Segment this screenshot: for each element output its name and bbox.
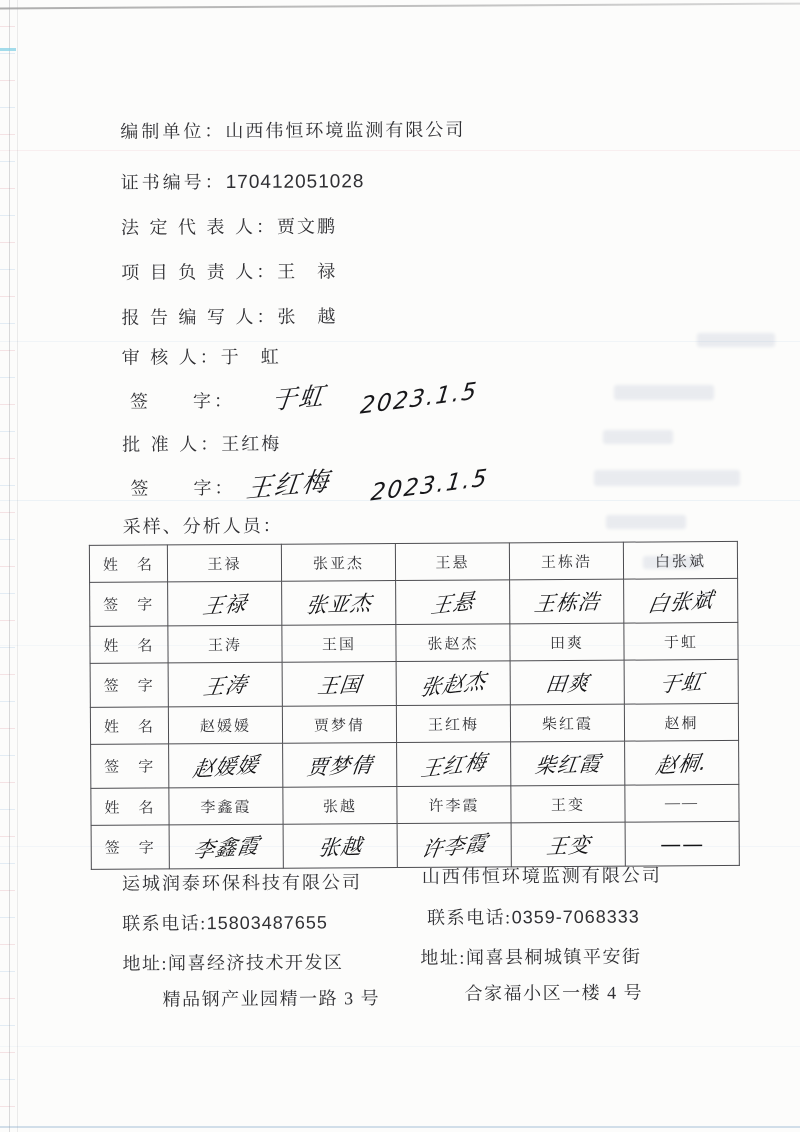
person-signature: 王涛 (168, 662, 282, 707)
phone-number: 15803487655 (206, 912, 328, 934)
person-name: 王红梅 (396, 705, 510, 743)
table-row-names (89, 541, 737, 582)
person-name: 赵桐 (624, 703, 738, 741)
person-signature: 王禄 (168, 581, 282, 626)
footer-left-address-2: 精品钢产业园精一路 3 号 (162, 988, 381, 1010)
approver-signature-date-handwriting: 2023.1.5 (369, 464, 491, 507)
person-signature: 王红梅 (397, 742, 511, 787)
person-signature: 王栋浩 (510, 579, 624, 624)
person-name: 许李霞 (397, 786, 511, 824)
reviewer-value: 于 虹 (220, 346, 281, 368)
sign-label: 签 字： (129, 391, 236, 412)
person-name: 王国 (282, 625, 396, 663)
footer-right-address-2: 合家福小区一楼 4 号 (464, 982, 644, 1004)
person-name: 田爽 (510, 623, 624, 661)
address-label: 地址: (420, 947, 466, 968)
certificate-line (121, 167, 365, 194)
table-row-signatures (90, 659, 738, 707)
person-name: —— (625, 784, 739, 822)
person-name: 李鑫霞 (169, 787, 283, 825)
report-writer-line (121, 302, 337, 329)
footer-left-address-1: 地址:闻喜经济技术开发区 (122, 952, 344, 974)
approver-signature-handwriting: 王红梅 (244, 466, 332, 505)
footer-left-company: 运城润泰环保科技有限公司 (121, 872, 362, 894)
row-label-signature: 签 字 (91, 744, 169, 788)
project-lead-value: 王 禄 (277, 261, 338, 282)
row-label-name: 姓 名 (91, 788, 169, 825)
row-label-name: 姓 名 (90, 626, 168, 663)
person-signature: 张亚杰 (282, 581, 396, 626)
person-signature: 田爽 (510, 660, 624, 705)
project-lead-line (121, 257, 337, 284)
person-name: 赵媛媛 (168, 706, 282, 744)
legal-rep-line (121, 212, 337, 239)
footer-right-phone (427, 903, 640, 930)
certificate-number: 170412051028 (225, 171, 365, 194)
person-signature: 于虹 (624, 659, 738, 704)
personnel-table (89, 541, 740, 870)
person-name: 张赵杰 (396, 624, 510, 662)
project-lead-label: 项 目 负 责 人： (121, 261, 278, 283)
phone-number: 0359-7068333 (511, 906, 640, 928)
report-writer-label: 报 告 编 写 人： (121, 306, 278, 328)
person-name: 张越 (283, 787, 397, 825)
table-row-names (90, 622, 738, 663)
reviewer-label: 审 核 人： (121, 347, 221, 368)
approver-label: 批 准 人： (122, 434, 222, 455)
person-signature: —— (625, 821, 739, 866)
table-row-names (90, 703, 738, 744)
table-row-names (91, 784, 739, 825)
person-signature: 王悬 (396, 580, 510, 625)
person-name: 张亚杰 (281, 544, 395, 582)
approver-sign-line (130, 463, 491, 507)
person-name: 于虹 (624, 622, 738, 660)
person-name: 王禄 (167, 544, 281, 582)
person-signature: 白张斌 (624, 578, 738, 623)
address-label: 地址: (122, 953, 169, 974)
reviewer-sign-line (129, 377, 480, 420)
person-signature: 柴红霞 (511, 741, 625, 786)
prepared-by-value: 山西伟恒环境监测有限公司 (225, 119, 466, 142)
person-signature: 张越 (283, 824, 397, 869)
row-label-signature: 签 字 (91, 825, 169, 869)
reviewer-line (122, 343, 281, 370)
table-row-signatures (90, 578, 738, 626)
report-writer-value: 张 越 (277, 306, 338, 327)
person-name: 柴红霞 (510, 704, 624, 742)
person-name: 王栋浩 (509, 542, 623, 580)
row-label-name: 姓 名 (90, 707, 168, 744)
person-signature: 王变 (511, 822, 625, 867)
footer-right-address-1: 地址:闻喜县桐城镇平安街 (420, 946, 642, 968)
person-signature: 许李霞 (397, 823, 511, 868)
sign-label: 签 字： (130, 478, 236, 499)
approver-line (122, 430, 281, 457)
row-label-signature: 签 字 (90, 582, 168, 626)
footer-left-phone (122, 908, 328, 935)
legal-rep-label: 法 定 代 表 人： (120, 216, 277, 238)
person-signature: 贾梦倩 (283, 743, 397, 788)
table-row-signatures (91, 740, 739, 788)
person-signature: 王国 (282, 662, 396, 707)
prepared-by-label: 编制单位： (120, 121, 226, 142)
phone-label: 联系电话: (122, 913, 207, 934)
legal-rep-value: 贾文鹏 (276, 216, 337, 237)
person-name: 王涛 (168, 625, 282, 663)
person-name: 王变 (511, 785, 625, 823)
phone-label: 联系电话: (427, 907, 512, 928)
row-label-signature: 签 字 (90, 663, 168, 707)
row-label-name: 姓 名 (89, 545, 167, 582)
person-name: 贾梦倩 (282, 706, 396, 744)
reviewer-signature-date-handwriting: 2023.1.5 (358, 377, 480, 420)
person-signature: 赵媛媛 (169, 743, 283, 788)
person-signature: 李鑫霞 (169, 824, 283, 869)
approver-value: 王红梅 (221, 433, 282, 455)
footer-right-company: 山西伟恒环境监测有限公司 (421, 865, 662, 887)
person-signature: 赵桐. (625, 740, 739, 785)
personnel-title: 采样、分析人员： (122, 515, 283, 537)
prepared-by-line (120, 116, 465, 144)
person-signature: 张赵杰 (396, 661, 510, 706)
person-name: 王悬 (395, 543, 509, 581)
person-name: 白张斌 (623, 541, 737, 579)
reviewer-signature-handwriting: 于虹 (269, 380, 327, 416)
certificate-label: 证书编号： (120, 172, 226, 193)
